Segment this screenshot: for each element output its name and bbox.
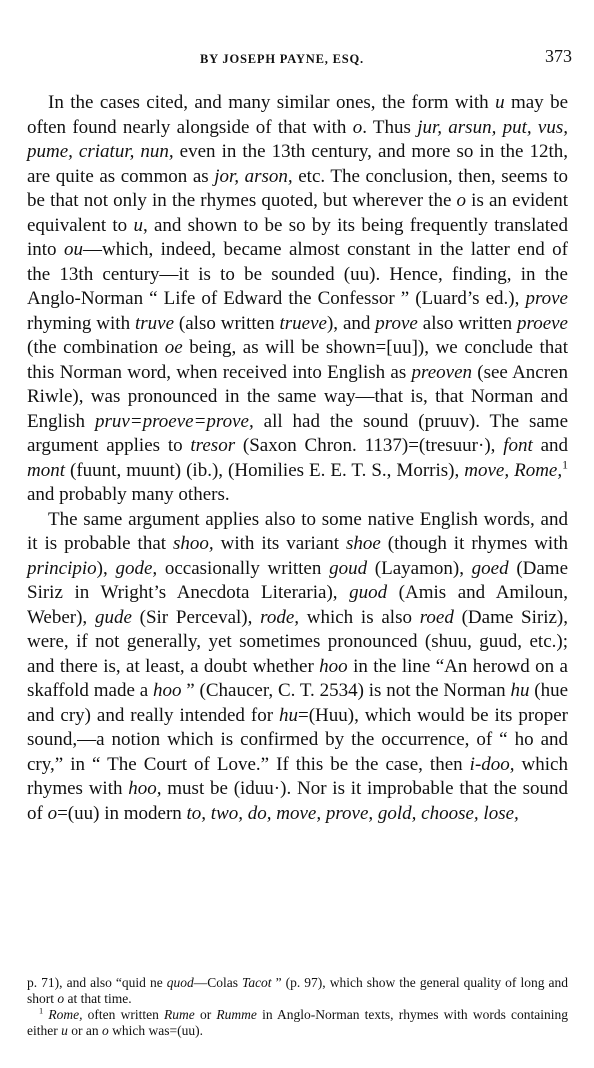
italic-term: hu [510,680,530,701]
page-number: 373 [545,46,572,66]
body-text [27,91,568,826]
running-title: BY JOSEPH PAYNE, ESQ. [200,52,364,66]
italic-term: principio [27,557,97,579]
text-run: which was=(uu). [108,1023,203,1038]
text-run: is an evident equivalent to [27,190,568,236]
text-run: and [532,435,568,456]
text-run: (the combination [27,337,165,358]
text-run: (Layamon), [367,557,472,579]
italic-term: roed [419,606,454,628]
footnotes [27,975,568,1039]
italic-term: Tacot [242,975,272,990]
text-run: or an [67,1023,102,1038]
italic-term: shoo, [173,533,214,554]
italic-term: prove [375,312,418,334]
text-run: (Amis and Amiloun, Weber), [27,582,568,628]
italic-term: tresor [190,435,236,456]
text-run: in Anglo-Norman texts, rhymes with words containing either [27,1007,568,1038]
italic-term: i-doo, [469,753,515,775]
italic-term: mont [27,459,65,481]
footnote-marker: 1 [39,1006,44,1016]
italic-term: o [352,116,363,138]
text-run: in the line “An herowd on a skaffold made a [27,655,568,701]
text-run: , and shown to be so by its being frequently translated into [27,214,568,260]
text-run: may be often found nearly alongside of that with [27,92,568,138]
italic-term: move, Rome, [464,459,563,481]
italic-term: Rume [164,1007,195,1022]
italic-term: hu [278,704,298,726]
italic-term: jor, arson, [214,165,293,187]
text-run: (Sir Perceval), [131,606,261,628]
text-run: (fuunt, muunt) (ib.), (Homilies E. E. T. S., Morris), [65,459,465,481]
paragraph [27,91,568,508]
italic-term: pruv=proeve=prove, [94,410,254,432]
text-run: with its variant [213,533,346,554]
text-run: being, as will be shown=[uu]), we conclude that this Norman word, when received into English as [27,337,568,383]
text-run: —which, indeed, became almost constant in the latter end of the 13th century—it is to be sounded (uu). Hence, finding, in the Anglo-Norman “ Life of Edward the Confessor ” (Luard’s ed.), [27,239,568,309]
text-run: and probably many others. [27,484,230,505]
italic-term: gode, [115,557,158,579]
paragraph [27,508,568,827]
italic-term: ou [64,239,84,260]
text-run: =(uu) in modern [57,802,187,824]
text-run: (though it rhymes with [380,533,568,554]
italic-term: rode, [260,606,299,628]
text-run: which rhymes with [27,753,568,799]
text-run: etc. The conclusion, then, seems to be that not only in the rhymes quoted, but wherever the [27,165,568,211]
italic-term: hoo [152,680,182,701]
italic-term: prove [525,288,568,309]
text-run: at that time. [64,991,132,1006]
italic-term: to, two, do, move, prove, gold, choose, lose, [186,802,519,824]
text-run: ” (p. 97), which show the general quality of long and short [27,975,568,1006]
text-run: often written [82,1007,165,1022]
italic-term: o [456,190,467,211]
italic-term: u [61,1023,68,1038]
italic-term: preoven [411,361,473,383]
text-run: which is also [299,606,420,628]
italic-term: quod [166,975,194,990]
text-run: also written [417,312,517,334]
italic-term: u [495,92,505,113]
text-run: . Thus [362,116,418,138]
italic-term: o [57,991,65,1006]
italic-term: jur, arsun, put, vus, pume, criatur, nun, [27,116,568,162]
italic-term: u [133,214,143,236]
text-run: ” (Chaucer, C. T. 2534) is not the Norman [181,680,511,701]
italic-term: proeve [517,312,568,334]
text-run: The same argument applies also to some native English words, and it is probable that [27,508,568,554]
italic-term: Rumme [216,1007,257,1022]
text-run: even in the 13th century, and more so in the 12th, are quite as common as [27,141,568,187]
text-run: In the cases cited, and many similar ones, the form with [48,92,496,113]
text-run: (Dame Siriz in Wright’s Anecdota Literaria), [27,557,569,603]
text-run: (see Ancren Riwle), was pronounced in the same way—that is, that Norman and English [27,361,568,432]
italic-term: hoo [319,655,348,677]
italic-term: o [101,1023,109,1038]
text-run: =(Huu), which would be its proper sound,—a notion which is confirmed by the occurrence, of “ ho and cry,” in “ The Court of Love.” If this be the case, then [27,704,568,775]
text-run: ), and [326,312,376,334]
footnote-marker: 1 [562,458,568,472]
text-run: ), [96,557,116,579]
text-run: or [194,1007,217,1022]
italic-term: hoo, [128,778,162,799]
text-run: (Saxon Chron. 1137)=(tresuur·), [235,435,504,456]
text-run: rhyming with [27,312,135,334]
text-run: all had the sound (pruuv). The same argument applies to [27,410,569,456]
footnote-1 [27,1007,568,1039]
italic-term: oe [164,337,183,358]
italic-term: Rome, [48,1007,83,1022]
text-run: (Dame Siriz), were, if not generally, yet sometimes pronounced (shuu, guud, etc.); and there is, at least, a doubt whether [27,606,569,677]
italic-term: gude [94,606,132,628]
text-run: (also written [174,312,280,334]
italic-term: shoe [345,533,381,554]
text-run: must be (iduu·). Nor is it improbable that the sound of [27,778,568,824]
italic-term: o [47,802,58,824]
italic-term: truve [134,312,175,334]
italic-term: goed [471,557,509,579]
italic-term: goud [329,557,368,579]
text-run: occasionally written [157,557,330,579]
italic-term: guod [349,582,388,603]
text-run: —Colas [193,975,243,990]
italic-term: font [503,435,533,456]
text-run: (hue and cry) and really intended for [27,680,569,726]
text-run: p. 71), and also “quid ne [27,975,167,990]
italic-term: trueve [279,312,327,334]
footnote-continuation [27,975,568,1007]
running-header [0,46,594,72]
